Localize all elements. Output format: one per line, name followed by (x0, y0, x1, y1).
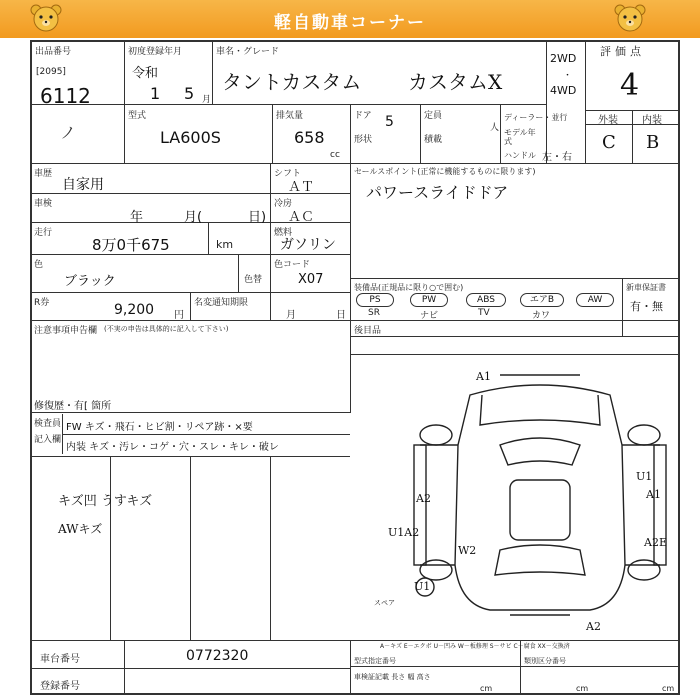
equipment-label: 装備品(正規品に限り○で囲む) (354, 283, 464, 292)
equip-airbag: エアB (520, 293, 564, 307)
color-value: ブラック (64, 274, 116, 289)
equip-navi: ナビ (420, 311, 439, 321)
grade-score-value: 4 (620, 68, 640, 103)
color-change-label: 色替 (244, 275, 263, 285)
mark-u1-right: U1 (636, 470, 653, 483)
class-label: 類別区分番号 (524, 657, 566, 665)
grade-score-label: 評価点 (600, 45, 645, 58)
ac-label: 冷房 (274, 199, 293, 209)
mark-a2-rear: A2 (586, 620, 601, 633)
recycle-unit: 円 (174, 310, 184, 321)
lot-sub: [2095] (36, 67, 66, 77)
mark-a1-right: A1 (646, 488, 661, 501)
notice-label: 名変通知期限 (194, 298, 249, 308)
warranty-label: 新車保証書 (626, 283, 666, 292)
lot-label: 出品番号 (35, 47, 72, 57)
inspector-label-1: 検査員 (34, 419, 62, 429)
chassis-label: 車台番号 (40, 654, 80, 665)
car-name: タントカスタム (222, 70, 362, 94)
shift-value: ＡＴ (288, 180, 315, 195)
accident-label: 修復歴・有[ 箇所 (34, 401, 112, 412)
car-name-label: 車名・グレード (216, 47, 280, 57)
inspection-year: 年 (130, 210, 144, 225)
fuel-label: 燃料 (274, 228, 293, 238)
mileage-unit: km (216, 238, 234, 251)
cm-unit-2: cm (576, 684, 589, 693)
mileage-value: 8万0千675 (92, 236, 170, 254)
interior-grade: B (646, 132, 660, 153)
equip-leather: カワ (532, 311, 551, 321)
equip-sr: SR (368, 308, 380, 318)
model-value: LA600S (160, 128, 221, 147)
mark-a2e-right: A2E (644, 536, 667, 549)
interior-row: 内装 キズ・汚レ・コゲ・穴・スレ・キレ・破レ (66, 442, 279, 453)
car-grade: カスタムX (408, 70, 503, 94)
recycle-value: 9,200 (114, 302, 155, 318)
capacity-unit: 人 (490, 123, 500, 133)
model-specified-label: 型式指定番号 (354, 657, 396, 665)
load-label: 積載 (424, 135, 443, 145)
equip-abs: ABS (466, 293, 506, 307)
color-code: X07 (298, 272, 324, 287)
rear-seat-label: 後目品 (354, 326, 382, 336)
spare-label: スペア (374, 599, 395, 607)
note-line-2: AWキズ (58, 522, 103, 536)
mark-a2-left: A2 (416, 492, 431, 505)
doors-value: 5 (385, 114, 394, 130)
cm-unit-3: cm (662, 684, 675, 693)
dealer-label: ディーラー・並行 (504, 113, 568, 122)
warranty-value: 有・無 (630, 300, 663, 313)
sales-point-label: セールスポイント(正常に機能するものに限ります) (354, 167, 536, 176)
ac-value: ＡＣ (288, 210, 315, 225)
handle-label: ハンドル (504, 151, 536, 160)
usage-value: 自家用 (62, 177, 104, 193)
handle-value: 左・右 (542, 152, 572, 163)
equip-ps: PS (356, 293, 394, 307)
recycle-label: R券 (34, 298, 50, 308)
mark-a1-front: A1 (476, 370, 491, 383)
mark-w2: W2 (458, 544, 477, 557)
exterior-label: 外装 (598, 115, 618, 126)
lot-number: 6112 (40, 84, 91, 108)
inspection-month: 月( (184, 210, 203, 225)
first-reg-year: 1 (150, 84, 161, 103)
remarks-label: 注意事項申告欄 (34, 326, 98, 336)
chassis-value: 0772320 (186, 648, 249, 664)
mileage-label: 走行 (34, 228, 53, 238)
remarks-sub: (不実の申告は具体的に記入して下さい) (104, 325, 229, 333)
model-label: 型式 (128, 111, 147, 121)
shape-label: 形状 (354, 135, 373, 145)
notice-month: 月 (286, 310, 296, 321)
first-reg-month-unit: 月 (202, 95, 212, 105)
fuel-value: ガソリン (280, 237, 336, 253)
shift-label: シフト (274, 169, 302, 179)
displacement-unit: cc (330, 150, 340, 160)
damage-legend: A－キズ E－エクボ U－凹み W－板修理 S－サビ C－腐食 XX－交換済 (380, 643, 570, 650)
drive-2wd: 2WD (550, 52, 577, 65)
fw-row: FW キズ・飛石・ヒビ割・リペア跡・×要 (66, 422, 253, 433)
interior-label: 内装 (642, 115, 662, 126)
car-damage-diagram (400, 365, 680, 635)
equip-aw: AW (576, 293, 614, 307)
usage-label: 車歴 (34, 169, 53, 179)
equip-pw: PW (410, 293, 448, 307)
note-line-1: キズ凹 うすキズ (58, 494, 153, 509)
model-year-label: モデル年式 (504, 128, 536, 146)
exterior-grade: C (602, 132, 616, 153)
drive-4wd: 4WD (550, 84, 577, 97)
equip-tv: TV (478, 308, 490, 318)
inspection-day: 日) (248, 210, 267, 225)
color-code-label: 色コード (274, 260, 311, 270)
inspection-label: 車検 (34, 199, 53, 209)
registration-label: 登録番号 (40, 681, 80, 692)
notice-day: 日 (336, 310, 346, 321)
inspector-label-2: 記入欄 (34, 435, 62, 445)
capacity-label: 定員 (424, 111, 443, 121)
first-reg-month: 5 (184, 84, 195, 103)
dims-label: 車検証記載 長さ 幅 高さ (354, 673, 431, 681)
first-reg-era: 令和 (132, 66, 159, 81)
displacement-value: 658 (294, 128, 325, 147)
banner-title: 軽自動車コーナー (274, 13, 426, 33)
color-label: 色 (34, 260, 44, 270)
doors-label: ドア (354, 111, 372, 121)
cm-unit-1: cm (480, 684, 493, 693)
first-reg-label: 初度登録年月 (128, 47, 183, 57)
mark-u1a2-left: U1A2 (388, 526, 420, 539)
mark-u1-rear-left: U1 (414, 580, 431, 593)
displacement-label: 排気量 (276, 111, 304, 121)
sales-point-value: パワースライドドア (366, 183, 509, 202)
